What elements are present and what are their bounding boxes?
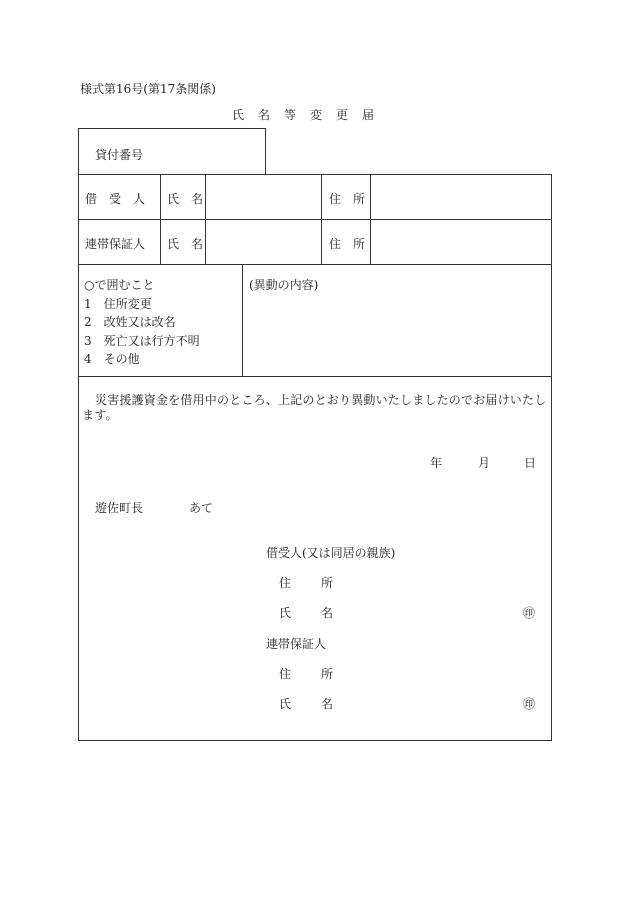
table-border-1: [78, 174, 552, 175]
col-divider-name-field: [321, 174, 322, 264]
guarantor-role: 連帯保証人: [85, 237, 146, 251]
loan-number-label: 貸付番号: [95, 148, 144, 162]
table-border-bottom: [78, 740, 552, 741]
date-year: 年: [430, 456, 443, 470]
borrower-name-label: 氏 名: [167, 192, 204, 206]
change-option: 4 その他: [84, 352, 140, 366]
table-border-3: [78, 264, 552, 265]
borrower-role: 借 受 人: [85, 192, 146, 206]
addressee-suffix: あて: [189, 501, 214, 515]
loan-box-right-border: [265, 128, 266, 174]
guarantor-signature-heading: 連帯保証人: [266, 637, 327, 651]
statement: 災害援護資金を借用中のところ、上記のとおり異動いたしましたのでお届けいたします。: [82, 393, 547, 422]
col-divider-role: [160, 174, 161, 264]
circle-instruction: ○で囲むこと: [84, 278, 155, 292]
addressee-name: 遊佐町長: [95, 501, 144, 515]
change-option: 3 死亡又は行方不明: [84, 334, 200, 348]
table-border-2: [78, 219, 552, 220]
guarantor-signature-address: 住 所: [279, 667, 336, 681]
guarantor-address-label: 住 所: [329, 237, 366, 251]
col-divider-name-label: [205, 174, 206, 264]
seal-mark: ㊞: [523, 606, 536, 620]
col-divider-address-label: [370, 174, 371, 264]
col-divider-options: [242, 264, 243, 376]
date-day: 日: [524, 456, 537, 470]
change-option: 2 改姓又は改名: [84, 315, 176, 329]
table-right-border: [551, 174, 552, 741]
borrower-address-label: 住 所: [329, 192, 366, 206]
seal-mark: ㊞: [523, 697, 536, 711]
date-month: 月: [478, 456, 491, 470]
table-border-4: [78, 376, 552, 377]
change-details-label: (異動の内容): [249, 278, 319, 292]
table-left-border: [78, 128, 79, 741]
borrower-signature-heading: 借受人(又は同居の親族): [266, 546, 396, 560]
borrower-signature-name: 氏 名: [279, 606, 336, 620]
loan-box-top-border: [78, 128, 266, 129]
form-number: 様式第16号(第17条関係): [80, 82, 216, 96]
change-option: 1 住所変更: [84, 297, 152, 311]
guarantor-name-label: 氏 名: [167, 237, 204, 251]
guarantor-signature-name: 氏 名: [279, 697, 336, 711]
page-title: 氏 名 等 変 更 届: [232, 108, 376, 122]
borrower-signature-address: 住 所: [279, 576, 336, 590]
